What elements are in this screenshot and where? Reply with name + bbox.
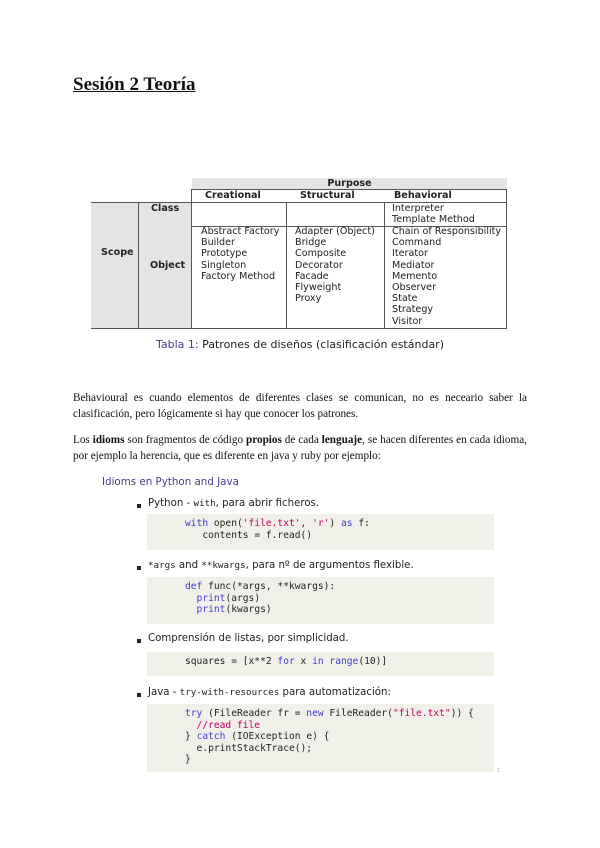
list-item: Builder: [201, 237, 235, 249]
paragraph-text: de cada: [281, 434, 322, 446]
code-block-python-list: squares = [x**2 for x in range(10)]: [147, 652, 494, 676]
bullet-icon: [137, 566, 141, 570]
scope-column-shade: [91, 202, 138, 329]
list-item: Observer: [392, 282, 437, 294]
bullet-icon: [137, 504, 141, 508]
table-caption: [0, 338, 600, 351]
row-label-object: Object: [150, 260, 186, 271]
list-item: Composite: [295, 248, 347, 260]
bullet-icon: [137, 693, 141, 697]
bullet-python-args: [148, 560, 414, 571]
table-bottom-line: [91, 328, 507, 329]
bold-term-propios: propios: [246, 434, 282, 446]
design-patterns-table: [91, 178, 507, 329]
scope-divider: [138, 202, 139, 329]
bullet-java-try: [148, 687, 391, 698]
col-header-creational: Creational: [205, 190, 261, 201]
code-block-python-args: def func(*args, **kwargs): print(args) print(kwargs): [147, 577, 494, 624]
col-header-structural: Structural: [300, 190, 355, 201]
inline-code: **kwargs: [201, 560, 246, 571]
list-item: Flyweight: [295, 282, 342, 294]
list-item: Prototype: [201, 248, 248, 260]
bullet-list-comprehension: [148, 633, 349, 644]
section-title: Idioms en Python and Java: [102, 476, 239, 488]
list-item: State: [392, 293, 418, 305]
list-item: Singleton: [201, 259, 247, 271]
list-item: Mediator: [392, 259, 435, 271]
inline-code: *args: [148, 560, 176, 571]
list-item: Iterator: [392, 248, 428, 260]
caption-label: Tabla 1:: [155, 338, 199, 351]
list-item: Decorator: [295, 259, 343, 271]
list-item: Template Method: [392, 214, 475, 226]
list-item: Abstract Factory: [201, 226, 280, 237]
purpose-header: Purpose: [327, 178, 372, 189]
col-header-behavioral: Behavioral: [394, 190, 452, 201]
scope-label: Scope: [101, 247, 134, 258]
bullet-python-with: [148, 498, 319, 509]
bullet-text: Comprensión de listas, por simplicidad.: [148, 633, 349, 644]
paragraph-behavioural: Behavioural es cuando elementos de diferentes clases se comunican, no es neceario saber la clasificación, pero lógicamente si hay que conocer los patrones.: [73, 392, 527, 420]
list-item: Facade: [295, 270, 329, 282]
list-item: Proxy: [295, 293, 322, 305]
list-item: Strategy: [392, 304, 434, 316]
paragraph-idioms: [73, 432, 527, 464]
object-structural-cell: [295, 226, 375, 304]
list-item: Adapter (Object): [295, 226, 375, 237]
paragraph-text: Los: [73, 434, 93, 446]
bullet-text: , para nº de argumentos flexible.: [245, 560, 414, 571]
bold-term-idioms: idioms: [92, 434, 125, 446]
row-label-divider: [191, 189, 192, 329]
bullet-icon: [137, 639, 141, 643]
list-item: Chain of Responsibility: [392, 226, 502, 237]
bullet-text: and: [175, 560, 202, 571]
inline-code: with: [193, 498, 216, 509]
structural-divider: [384, 202, 385, 329]
class-behavioral-cell: [392, 203, 475, 225]
code-block-python-with: with open('file.txt', 'r') as f: contents = f.read(): [147, 514, 494, 550]
list-item: Command: [392, 237, 442, 249]
list-item: Factory Method: [201, 270, 276, 282]
list-item: Interpreter: [392, 203, 444, 214]
bold-term-lenguaje: lenguaje: [321, 434, 363, 446]
bullet-text: Python -: [148, 498, 194, 509]
list-item: Bridge: [295, 237, 327, 249]
object-behavioral-cell: [392, 226, 501, 327]
list-item: Visitor: [392, 315, 423, 327]
creational-divider: [286, 202, 287, 329]
caption-text: Patrones de diseños (clasificación estándar): [198, 338, 444, 351]
row-label-class: Class: [151, 203, 180, 214]
paragraph-text: , se hacen diferentes en cada idioma, por ejemplo la herencia, que es diferente en java y ruby por ejemplo:: [73, 434, 527, 462]
bullet-text: para automatización:: [279, 687, 391, 698]
page-title: Sesión 2 Teoría: [73, 74, 196, 95]
bullet-text: Java -: [148, 687, 180, 698]
bullet-text: , para abrir ficheros.: [215, 498, 320, 509]
table-right-border: [506, 189, 507, 329]
list-item: Memento: [392, 270, 438, 282]
code-block-java-try: try (FileReader fr = new FileReader("file.txt")) { //read file } catch (IOException e) { e.printStackTrace(); }: [147, 704, 494, 772]
page-number: 1: [497, 768, 501, 774]
inline-code: try-with-resources: [179, 687, 280, 698]
paragraph-text: son fragmentos de código: [124, 434, 246, 446]
object-creational-cell: [201, 226, 279, 282]
